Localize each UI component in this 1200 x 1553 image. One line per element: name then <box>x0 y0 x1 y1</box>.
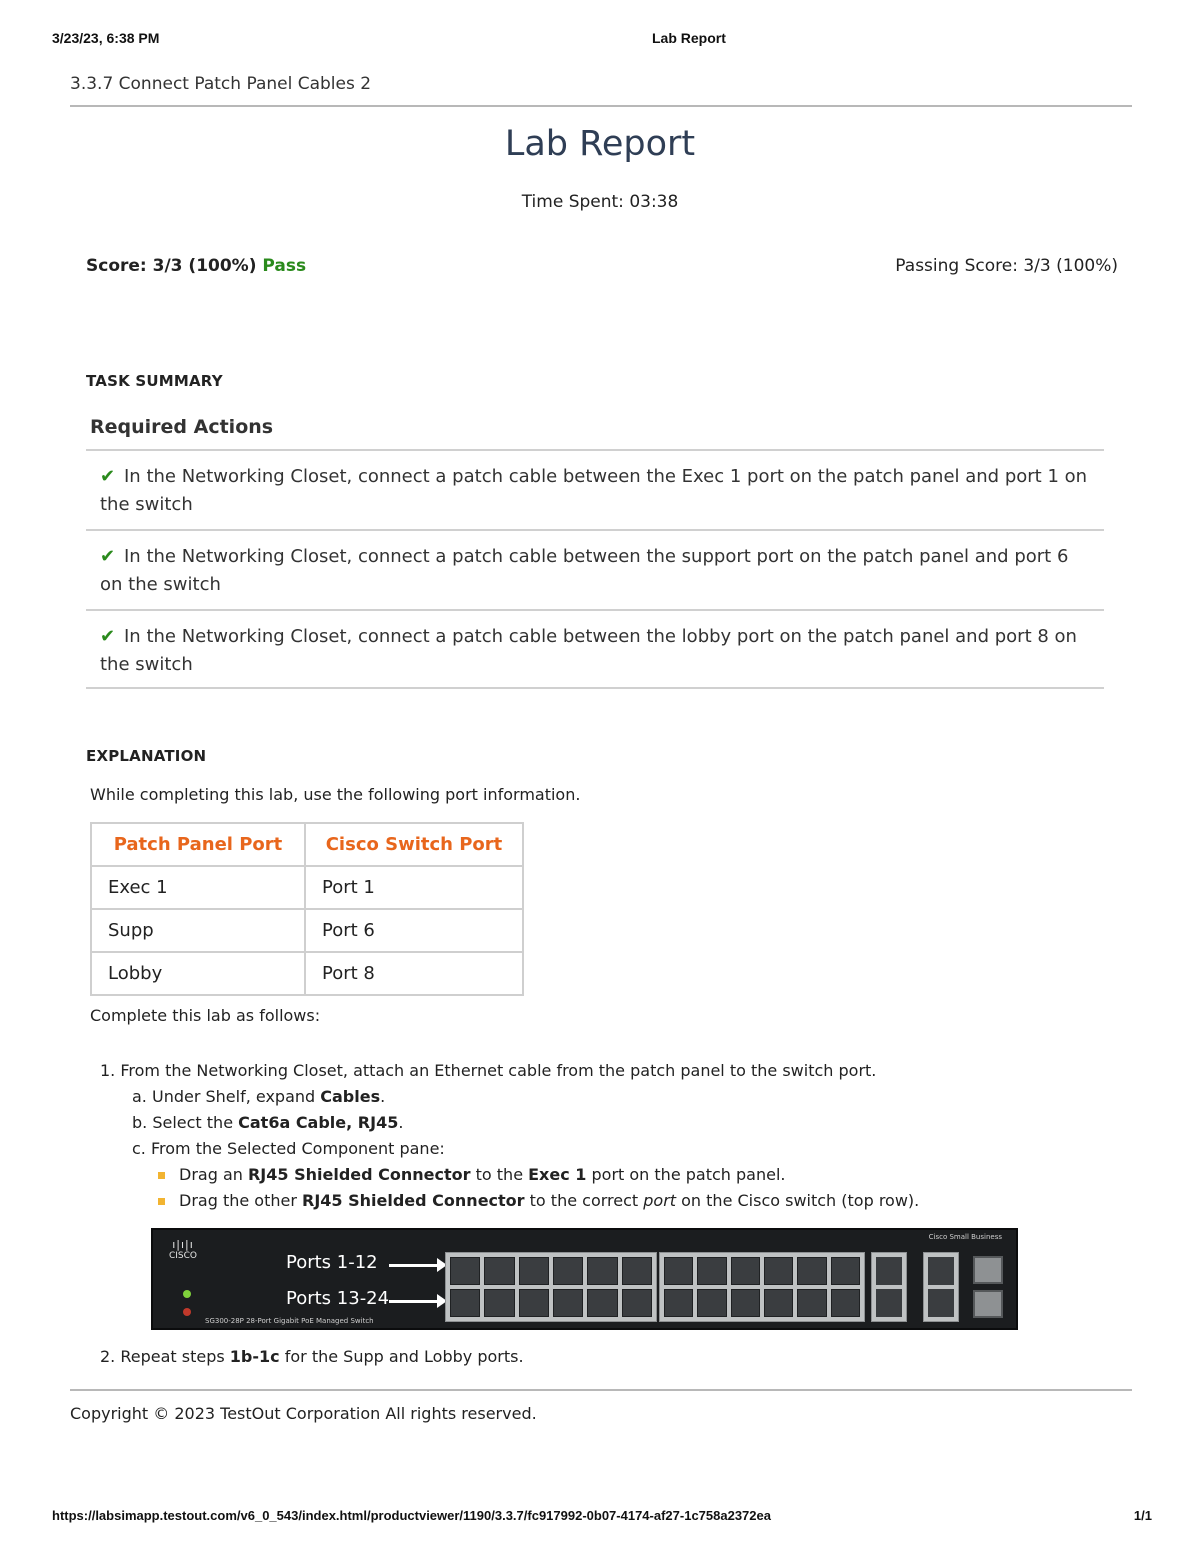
bullet-2 <box>100 1188 919 1214</box>
passing-score-label: Passing Score: <box>895 256 1018 276</box>
course-title: 3.3.7 Connect Patch Panel Cables 2 <box>70 74 372 94</box>
complete-intro: Complete this lab as follows: <box>90 1006 321 1025</box>
step-bold: Cables <box>320 1087 381 1106</box>
score-value: 3/3 (100%) <box>152 256 257 276</box>
action-text: In the Networking Closet, connect a patch cable between the support port on the patch panel and port 6 on the switch <box>100 546 1069 595</box>
time-spent <box>0 192 1200 212</box>
passing-score <box>895 256 1118 276</box>
table-cell: Lobby <box>91 952 305 995</box>
check-icon: ✔ <box>100 626 116 647</box>
cisco-switch-image <box>151 1228 1018 1330</box>
step-2 <box>100 1347 524 1366</box>
explanation-intro: While completing this lab, use the following port information. <box>90 785 581 804</box>
step-text: Drag an <box>179 1165 248 1184</box>
table-cell: Supp <box>91 909 305 952</box>
time-spent-label: Time Spent: <box>521 192 624 212</box>
print-url: https://labsimapp.testout.com/v6_0_543/index.html/productviewer/1190/3.3.7/fc917992-0b07-4174-af27-1c758a2372ea <box>52 1508 771 1523</box>
list-item <box>86 449 1104 529</box>
step-1c: c. From the Selected Component pane: <box>132 1139 445 1158</box>
step-1: 1. From the Networking Closet, attach an Ethernet cable from the patch panel to the switch port. <box>100 1061 877 1080</box>
table-cell: Port 1 <box>305 866 523 909</box>
required-actions-title: Required Actions <box>90 416 274 438</box>
step-bold: RJ45 Shielded Connector <box>302 1191 525 1210</box>
table-row <box>91 952 523 995</box>
step-text: Drag the other <box>179 1191 302 1210</box>
port-bank-2 <box>659 1252 865 1322</box>
bottom-divider <box>70 1389 1132 1391</box>
action-text: In the Networking Closet, connect a patch cable between the Exec 1 port on the patch panel and port 1 on the switch <box>100 466 1088 515</box>
step-italic: port <box>643 1191 677 1210</box>
step-text: 2. Repeat steps <box>100 1347 230 1366</box>
print-footer <box>52 1508 1152 1526</box>
step-list <box>100 1058 919 1214</box>
column-header: Cisco Switch Port <box>305 823 523 866</box>
cisco-bars-icon: ı|ı|ı <box>172 1238 194 1251</box>
table-row <box>91 909 523 952</box>
switch-model: SG300-28P 28-Port Gigabit PoE Managed Switch <box>205 1317 374 1325</box>
port-table <box>90 822 524 996</box>
arrow-right-icon <box>389 1300 439 1303</box>
arrow-right-icon <box>389 1264 439 1267</box>
step-bold: Cat6a Cable, RJ45 <box>238 1113 399 1132</box>
list-item <box>86 529 1104 609</box>
ports-top-label: Ports 1-12 <box>286 1252 378 1273</box>
ports-bottom-label: Ports 13-24 <box>286 1288 390 1309</box>
check-icon: ✔ <box>100 466 116 487</box>
print-header <box>52 30 1152 48</box>
table-row <box>91 866 523 909</box>
action-text: In the Networking Closet, connect a patch cable between the lobby port on the patch panel and port 8 on the switch <box>100 626 1077 675</box>
step-bold: 1b-1c <box>229 1347 280 1366</box>
list-item <box>86 609 1104 689</box>
required-actions-list <box>86 449 1104 689</box>
step-text: . <box>380 1087 386 1106</box>
page-title: Lab Report <box>504 124 696 164</box>
table-cell: Port 6 <box>305 909 523 952</box>
uplink-ports-2 <box>923 1252 959 1322</box>
switch-brand: Cisco Small Business <box>928 1233 1002 1241</box>
step-1a <box>100 1084 919 1110</box>
cisco-logo <box>161 1238 205 1261</box>
sfp-ports <box>969 1252 1007 1322</box>
task-summary-heading: TASK SUMMARY <box>86 372 223 390</box>
step-text: b. Select the <box>132 1113 239 1132</box>
reset-led-icon <box>183 1308 191 1316</box>
step-text: a. Under Shelf, expand <box>132 1087 321 1106</box>
system-led-icon <box>183 1290 191 1298</box>
time-spent-value: 03:38 <box>629 192 679 212</box>
port-bank-1 <box>445 1252 657 1322</box>
score-label: Score: <box>86 256 147 276</box>
top-divider <box>70 105 1132 107</box>
step-text: . <box>398 1113 404 1132</box>
uplink-ports-1 <box>871 1252 907 1322</box>
table-header-row <box>91 823 523 866</box>
step-text: port on the patch panel. <box>586 1165 786 1184</box>
bullet-icon <box>158 1172 165 1179</box>
passing-score-value: 3/3 (100%) <box>1023 256 1118 276</box>
print-title: Lab Report <box>652 30 726 46</box>
step-text: to the correct <box>524 1191 644 1210</box>
table-cell: Port 8 <box>305 952 523 995</box>
table-cell: Exec 1 <box>91 866 305 909</box>
page-number: 1/1 <box>1133 1508 1152 1523</box>
step-1b <box>100 1110 919 1136</box>
check-icon: ✔ <box>100 546 116 567</box>
pass-badge: Pass <box>262 256 307 276</box>
score <box>86 256 306 276</box>
step-bold: Exec 1 <box>528 1165 587 1184</box>
bullet-1 <box>100 1162 919 1188</box>
step-text: on the Cisco switch (top row). <box>676 1191 920 1210</box>
explanation-heading: EXPLANATION <box>86 747 207 765</box>
copyright: Copyright © 2023 TestOut Corporation All rights reserved. <box>70 1404 537 1423</box>
column-header: Patch Panel Port <box>91 823 305 866</box>
cisco-logo-text: CISCO <box>168 1251 198 1261</box>
print-date: 3/23/23, 6:38 PM <box>52 30 160 46</box>
bullet-icon <box>158 1198 165 1205</box>
step-text: to the <box>470 1165 529 1184</box>
step-text: for the Supp and Lobby ports. <box>279 1347 524 1366</box>
step-bold: RJ45 Shielded Connector <box>247 1165 471 1184</box>
